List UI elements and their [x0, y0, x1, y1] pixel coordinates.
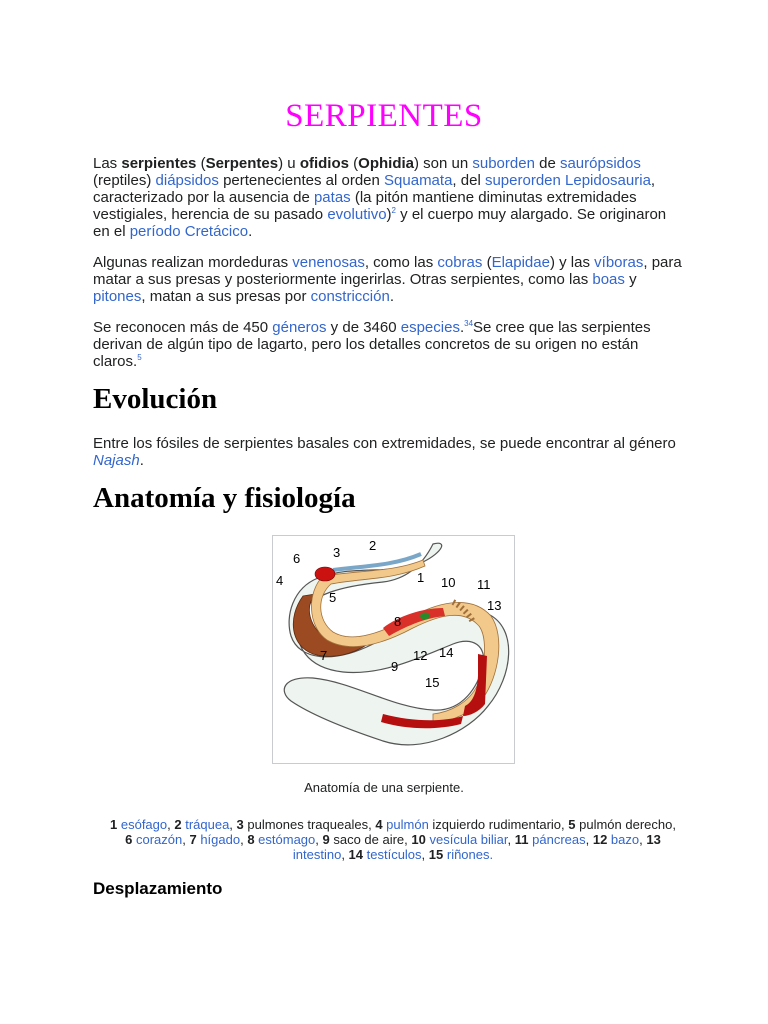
text: y el cuerpo muy alargado. Se originaron en el	[93, 206, 667, 240]
heading-anatomia: Anatomía y fisiología	[93, 482, 356, 514]
text: .	[248, 223, 253, 240]
legend-item	[515, 832, 586, 847]
diagram-number: 2	[369, 538, 377, 553]
diagram-number: 1	[417, 570, 425, 585]
citation-ref[interactable]: 2	[391, 206, 396, 215]
legend-item	[568, 817, 672, 832]
heart-shape	[315, 567, 335, 581]
heading-desplazamiento: Desplazamiento	[93, 879, 223, 898]
diagram-number: 15	[425, 675, 440, 690]
diagram-number: 6	[293, 551, 301, 566]
diagram-number: 7	[320, 648, 328, 663]
legend-item	[349, 847, 422, 862]
gallbladder-shape	[420, 613, 430, 620]
legend-text: saco de aire	[333, 832, 405, 847]
legend-link[interactable]: tráquea	[185, 817, 230, 832]
text: y de 3460	[326, 319, 401, 336]
legend-item	[110, 817, 167, 832]
legend-number: 7	[189, 832, 201, 847]
legend-number: 9	[322, 832, 334, 847]
legend-link[interactable]: bazo	[610, 832, 640, 847]
legend-number: 8	[247, 832, 259, 847]
intro-paragraph-2	[93, 254, 683, 305]
text: y	[624, 271, 637, 288]
text: pertenecientes al orden	[218, 172, 385, 189]
link-patas[interactable]: patas	[313, 189, 351, 206]
text: , para matar a sus presas y posteriormente ingerirlas. Otras serpientes, como las	[93, 254, 682, 288]
text: .	[459, 319, 465, 336]
citation-ref[interactable]: 5	[137, 353, 142, 362]
link-generos[interactable]: géneros	[272, 319, 327, 336]
link-pitones[interactable]: pitones	[93, 288, 142, 305]
text: .	[139, 452, 144, 469]
text: , caracterizado por la ausencia de	[93, 172, 656, 206]
legend-item	[189, 832, 240, 847]
text: (	[482, 254, 492, 271]
text: .	[389, 288, 394, 305]
link-elapidae[interactable]: Elapidae	[491, 254, 550, 271]
heading-evolucion: Evolución	[93, 383, 218, 415]
snake-anatomy-diagram	[273, 536, 514, 763]
link-diapsidos[interactable]: diápsidos	[155, 172, 219, 189]
link-superorden[interactable]: superorden Lepidosauria	[484, 172, 651, 189]
diagram-number: 14	[439, 645, 454, 660]
diagram-number: 4	[276, 573, 284, 588]
legend-number: 15	[428, 847, 447, 862]
diagram-number: 13	[487, 598, 502, 613]
legend-item	[174, 817, 229, 832]
legend-number: 13	[646, 832, 661, 847]
link-evolutivo[interactable]: evolutivo	[327, 206, 387, 223]
legend-text: pulmones traqueales	[247, 817, 369, 832]
bold-term: Serpentes	[205, 155, 279, 172]
legend-link[interactable]: vesícula biliar	[429, 832, 508, 847]
legend-item	[247, 832, 315, 847]
link-especies[interactable]: especies	[400, 319, 460, 336]
text: (	[348, 155, 359, 172]
snake-anatomy-figure[interactable]	[272, 535, 515, 764]
text: Se reconocen más de 450	[93, 319, 273, 336]
text: ) son un	[414, 155, 473, 172]
diagram-number: 10	[441, 575, 456, 590]
anatomy-legend: 1 esófago, 2 tráquea, 3 pulmones traqueales, 4 pulmón izquierdo rudimentario, 5 pulmón derecho, 6 corazón, 7 hígado, 8 estómago, 9 saco de aire, 10 vesícula biliar, 11 páncreas, 12 bazo, 13 intestino, 14 testículos, 15 riñones.	[110, 817, 676, 862]
legend-item	[593, 832, 639, 847]
text: Entre los fósiles de serpientes basales con extremidades, se puede encontrar al género	[93, 435, 676, 452]
legend-link[interactable]: riñones.	[446, 847, 494, 862]
text: , como las	[364, 254, 438, 271]
link-sauropsidos[interactable]: saurópsidos	[559, 155, 641, 172]
legend-number: 4	[375, 817, 387, 832]
legend-item	[375, 817, 561, 832]
text: (reptiles)	[93, 172, 156, 189]
legend-item	[411, 832, 507, 847]
diagram-number: 3	[333, 545, 341, 560]
diagram-number: 11	[477, 577, 491, 592]
legend-number: 11	[514, 832, 533, 847]
legend-item	[323, 832, 405, 847]
legend-link[interactable]: páncreas	[532, 832, 586, 847]
link-venenosas[interactable]: venenosas	[292, 254, 365, 271]
legend-link[interactable]: estómago	[258, 832, 316, 847]
text: (	[196, 155, 206, 172]
legend-link[interactable]: intestino	[292, 847, 342, 862]
legend-number: 14	[348, 847, 367, 862]
text: , del	[452, 172, 485, 189]
legend-link[interactable]: corazón	[136, 832, 183, 847]
link-constriccion[interactable]: constricción	[310, 288, 390, 305]
diagram-number: 8	[394, 614, 402, 629]
legend-item	[125, 832, 182, 847]
legend-number: 3	[236, 817, 248, 832]
intro-paragraph-1	[93, 155, 683, 240]
legend-number: 2	[174, 817, 186, 832]
legend-number: 10	[411, 832, 430, 847]
link-najash[interactable]: Najash	[93, 452, 140, 469]
link-cretacico[interactable]: período Cretácico	[129, 223, 249, 240]
text: ) y las	[549, 254, 595, 271]
bold-term: ofidios	[299, 155, 349, 172]
link-cobras[interactable]: cobras	[437, 254, 483, 271]
link-suborden[interactable]: suborden	[472, 155, 535, 172]
legend-number: 12	[592, 832, 611, 847]
legend-text: izquierdo rudimentario	[428, 817, 562, 832]
bold-term: Ophidia	[358, 155, 414, 172]
legend-link[interactable]: hígado	[200, 832, 241, 847]
figure-caption: Anatomía de una serpiente.	[304, 780, 464, 795]
link-boas[interactable]: boas	[592, 271, 625, 288]
diagram-number: 9	[391, 659, 399, 674]
legend-item	[237, 817, 369, 832]
page-title: SERPIENTES	[285, 98, 483, 134]
legend-number: 5	[568, 817, 580, 832]
intro-paragraph-3	[93, 319, 683, 370]
text: Se cree que las serpientes derivan de algún tipo de lagarto, pero los detalles concretos de su origen no están claros.	[93, 319, 651, 370]
legend-item	[429, 847, 493, 862]
legend-link[interactable]: testículos	[366, 847, 422, 862]
evolucion-paragraph	[93, 435, 683, 469]
text: , matan a sus presas por	[141, 288, 311, 305]
text: Las	[93, 155, 122, 172]
link-viboras[interactable]: víboras	[594, 254, 644, 271]
bold-term: serpientes	[121, 155, 197, 172]
text: )	[386, 206, 392, 223]
legend-link[interactable]: pulmón	[386, 817, 429, 832]
diagram-number: 5	[329, 590, 337, 605]
text: Algunas realizan mordeduras	[93, 254, 293, 271]
citation-ref[interactable]: 34	[464, 319, 474, 328]
legend-link[interactable]: esófago	[120, 817, 168, 832]
legend-number: 1	[110, 817, 121, 832]
legend-text: pulmón derecho	[579, 817, 673, 832]
diagram-number: 12	[413, 648, 428, 663]
text: de	[534, 155, 560, 172]
text: (la pitón mantiene diminutas extremidades vestigiales, herencia de su pasado	[93, 189, 637, 223]
legend-number: 6	[125, 832, 136, 847]
text: ) u	[278, 155, 300, 172]
link-squamata[interactable]: Squamata	[384, 172, 453, 189]
